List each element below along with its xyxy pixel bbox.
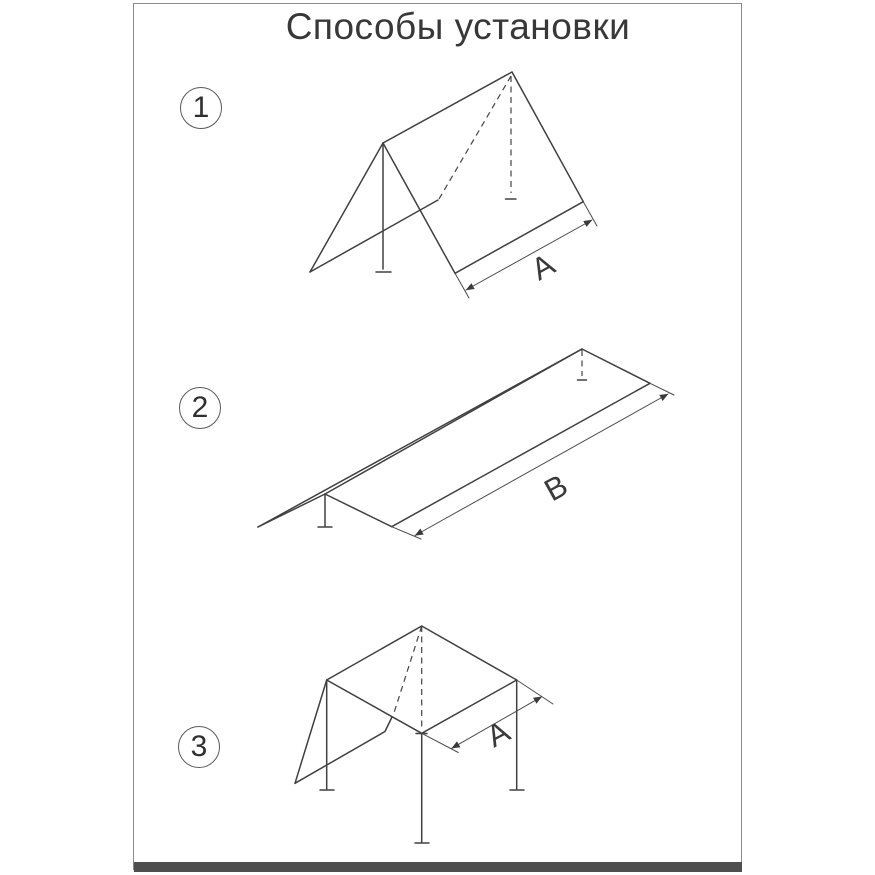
fig1-flap-left-edge (310, 143, 383, 272)
figure-1-diagram (310, 72, 597, 298)
fig2-left-end-edge (325, 494, 392, 527)
fig1-extension-line-right (583, 202, 597, 226)
figure-3-diagram (295, 626, 553, 843)
fig2-extension-line-left (392, 527, 421, 539)
fig2-back-right-edge (582, 349, 650, 383)
fig3-canopy-back-left-edge (327, 626, 422, 680)
fig1-back-right-edge (512, 72, 583, 202)
fig2-bottom-front-edge (392, 383, 650, 526)
fig2-dimension-label: B (538, 467, 574, 509)
fig2-dimension-line (415, 394, 668, 536)
figure-2-number: 2 (191, 391, 209, 424)
figure-2-diagram (258, 349, 674, 539)
page-title: Способы установки (285, 6, 631, 47)
fig1-bottom-right-edge (455, 202, 583, 274)
figure-1-number: 1 (192, 91, 210, 124)
fig3-flap-top-edge (295, 717, 392, 783)
figure-3-number: 3 (190, 730, 208, 763)
fig3-extension-line-left (422, 733, 459, 752)
fig3-canopy-front-left-edge (327, 680, 422, 733)
fig3-canopy-back-right-edge (422, 626, 517, 680)
fig2-extension-line-right (650, 383, 674, 395)
fig1-extension-line-left (455, 273, 469, 298)
fig1-flap-bottom-edge (310, 200, 438, 272)
fig1-front-right-edge (383, 143, 455, 273)
fig3-dimension-label: A (480, 713, 516, 755)
fig1-hidden-back-edge (439, 76, 511, 199)
fig1-dimension-label: A (525, 246, 561, 288)
